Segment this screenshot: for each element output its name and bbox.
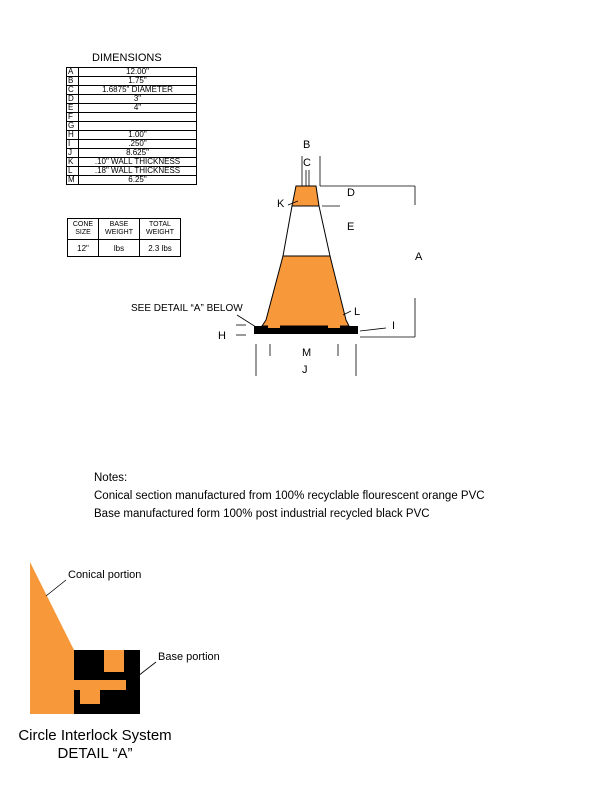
dimension-key: A (67, 68, 79, 77)
dimension-value: .18" WALL THICKNESS (79, 167, 197, 176)
notes-line-2: Base manufactured form 100% post industrial recycled black PVC (94, 508, 430, 520)
dimension-key: E (67, 104, 79, 113)
dimension-value: 1.00" (79, 131, 197, 140)
dimension-value: .10" WALL THICKNESS (79, 158, 197, 167)
detail-caption (10, 727, 180, 763)
label-h: H (218, 330, 226, 342)
label-b: B (303, 139, 311, 151)
dimension-key: H (67, 131, 79, 140)
label-i: I (392, 320, 396, 332)
cell-base-weight: lbs (99, 240, 140, 257)
dimension-key: B (67, 77, 79, 86)
cell-total-weight: 2.3 lbs (140, 240, 181, 257)
cone-top-band (292, 186, 319, 206)
dimension-key: I (67, 140, 79, 149)
dimension-key: D (67, 95, 79, 104)
dimension-value: 3" (79, 95, 197, 104)
label-d: D (347, 187, 355, 199)
label-l: L (354, 306, 361, 318)
notes-section (94, 469, 485, 523)
dimension-value: .250" (79, 140, 197, 149)
dimension-key: F (67, 113, 79, 122)
detail-a-drawing (30, 562, 156, 714)
cone-lower-body (262, 256, 349, 326)
notes-heading: Notes: (94, 472, 128, 484)
label-j: J (302, 364, 308, 376)
dimension-value: 8.625" (79, 149, 197, 158)
dimension-key: J (67, 149, 79, 158)
dimension-value: 1.6875" DIAMETER (79, 86, 197, 95)
dimension-key: C (67, 86, 79, 95)
dimension-value: 1.75" (79, 77, 197, 86)
dimensions-title: DIMENSIONS (92, 52, 162, 64)
see-detail-label: SEE DETAIL “A” BELOW (131, 303, 243, 314)
detail-conical-portion (30, 562, 74, 714)
conical-portion-label: Conical portion (68, 569, 142, 581)
header-base-weight: BASE WEIGHT (99, 219, 140, 240)
dimension-key: K (67, 158, 79, 167)
label-c: C (303, 157, 311, 169)
dimension-value: 4" (79, 104, 197, 113)
cone-white-band (283, 206, 330, 256)
dimension-key: L (67, 167, 79, 176)
dimension-value: 12.00" (79, 68, 197, 77)
detail-caption-subtitle: DETAIL “A” (57, 745, 133, 762)
cell-cone-size: 12" (68, 240, 99, 257)
label-a: A (415, 251, 423, 263)
notes-line-1: Conical section manufactured from 100% recyclable flourescent orange PVC (94, 490, 485, 502)
dimension-key: M (67, 176, 79, 185)
dimension-key: G (67, 122, 79, 131)
detail-caption-title: Circle Interlock System (18, 727, 172, 744)
label-e: E (347, 221, 355, 233)
dimension-value: 6.25" (79, 176, 197, 185)
label-k: K (277, 198, 285, 210)
label-m: M (302, 347, 312, 359)
base-portion-label: Base portion (158, 651, 220, 663)
header-total-weight: TOTAL WEIGHT (140, 219, 181, 240)
header-cone-size: CONE SIZE (68, 219, 99, 240)
